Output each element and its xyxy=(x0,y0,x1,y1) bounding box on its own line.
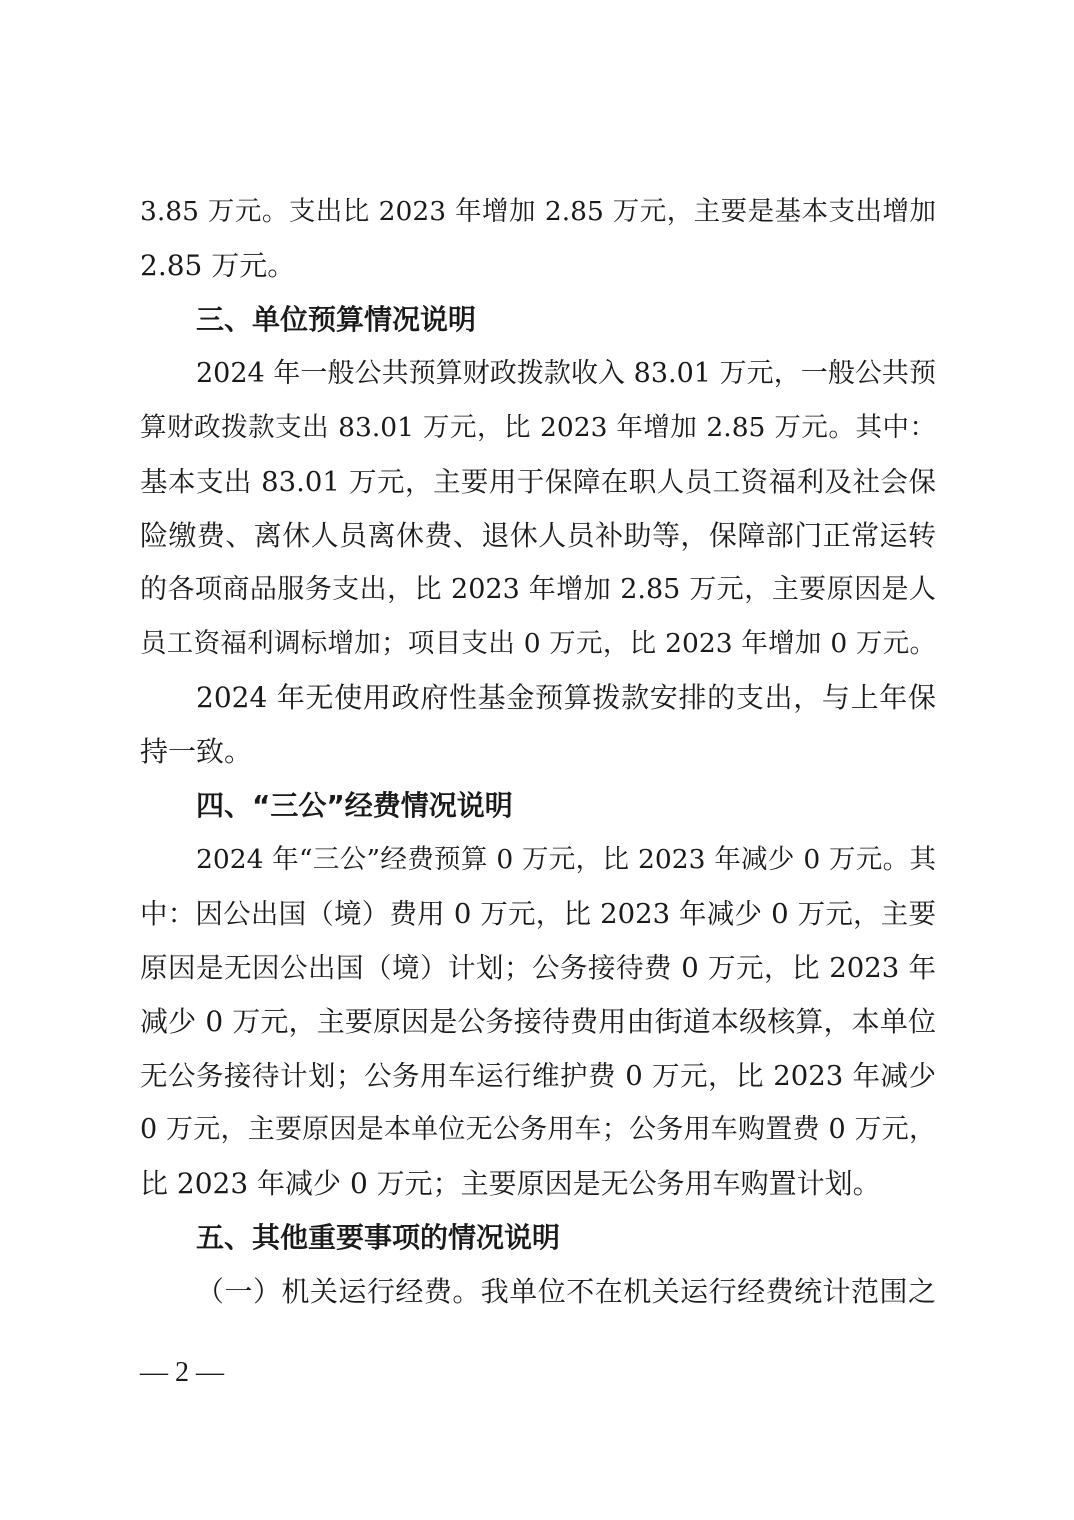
section-heading: 五、其他重要事项的情况说明 xyxy=(196,1221,561,1254)
body-line: 中：因公出国（境）费用 0 万元，比 2023 年减少 0 万元，主要 xyxy=(140,898,936,930)
section-heading: 三、单位预算情况说明 xyxy=(196,303,477,336)
body-line: 原因是无因公出国（境）计划；公务接待费 0 万元，比 2023 年 xyxy=(140,952,936,984)
body-line: 算财政拨款支出 83.01 万元，比 2023 年增加 2.85 万元。其中： xyxy=(140,412,936,443)
body-line: 险缴费、离休人员离休费、退休人员补助等，保障部门正常运转 xyxy=(140,519,936,552)
body-line: 2024 年一般公共预算财政拨款收入 83.01 万元，一般公共预 xyxy=(196,358,936,389)
body-line: （一）机关运行经费。我单位不在机关运行经费统计范围之 xyxy=(196,1275,936,1308)
body-line: 减少 0 万元，主要原因是公务接待费用由街道本级核算，本单位 xyxy=(140,1005,936,1038)
body-line: 的各项商品服务支出，比 2023 年增加 2.85 万元，主要原因是人 xyxy=(140,574,936,605)
body-line: 基本支出 83.01 万元，主要用于保障在职人员工资福利及社会保 xyxy=(140,466,936,498)
body-line: 2.85 万元。 xyxy=(140,249,296,282)
body-line: 0 万元，主要原因是本单位无公务用车；公务用车购置费 0 万元， xyxy=(140,1114,936,1145)
body-line: 无公务接待计划；公务用车运行维护费 0 万元，比 2023 年减少 xyxy=(140,1060,936,1092)
body-line: 3.85 万元。支出比 2023 年增加 2.85 万元，主要是基本支出增加 xyxy=(140,196,936,227)
body-line: 2024 年无使用政府性基金预算拨款安排的支出，与上年保 xyxy=(196,681,936,714)
body-line: 持一致。 xyxy=(140,735,253,768)
page-number: — 2 — xyxy=(140,1357,224,1388)
document-page xyxy=(140,196,936,1330)
section-heading: 四、“三公”经费情况说明 xyxy=(196,789,513,822)
body-line: 比 2023 年减少 0 万元；主要原因是无公务用车购置计划。 xyxy=(140,1167,881,1200)
body-line: 2024 年“三公”经费预算 0 万元，比 2023 年减少 0 万元。其 xyxy=(196,844,936,875)
body-line: 员工资福利调标增加；项目支出 0 万元，比 2023 年增加 0 万元。 xyxy=(140,628,936,659)
